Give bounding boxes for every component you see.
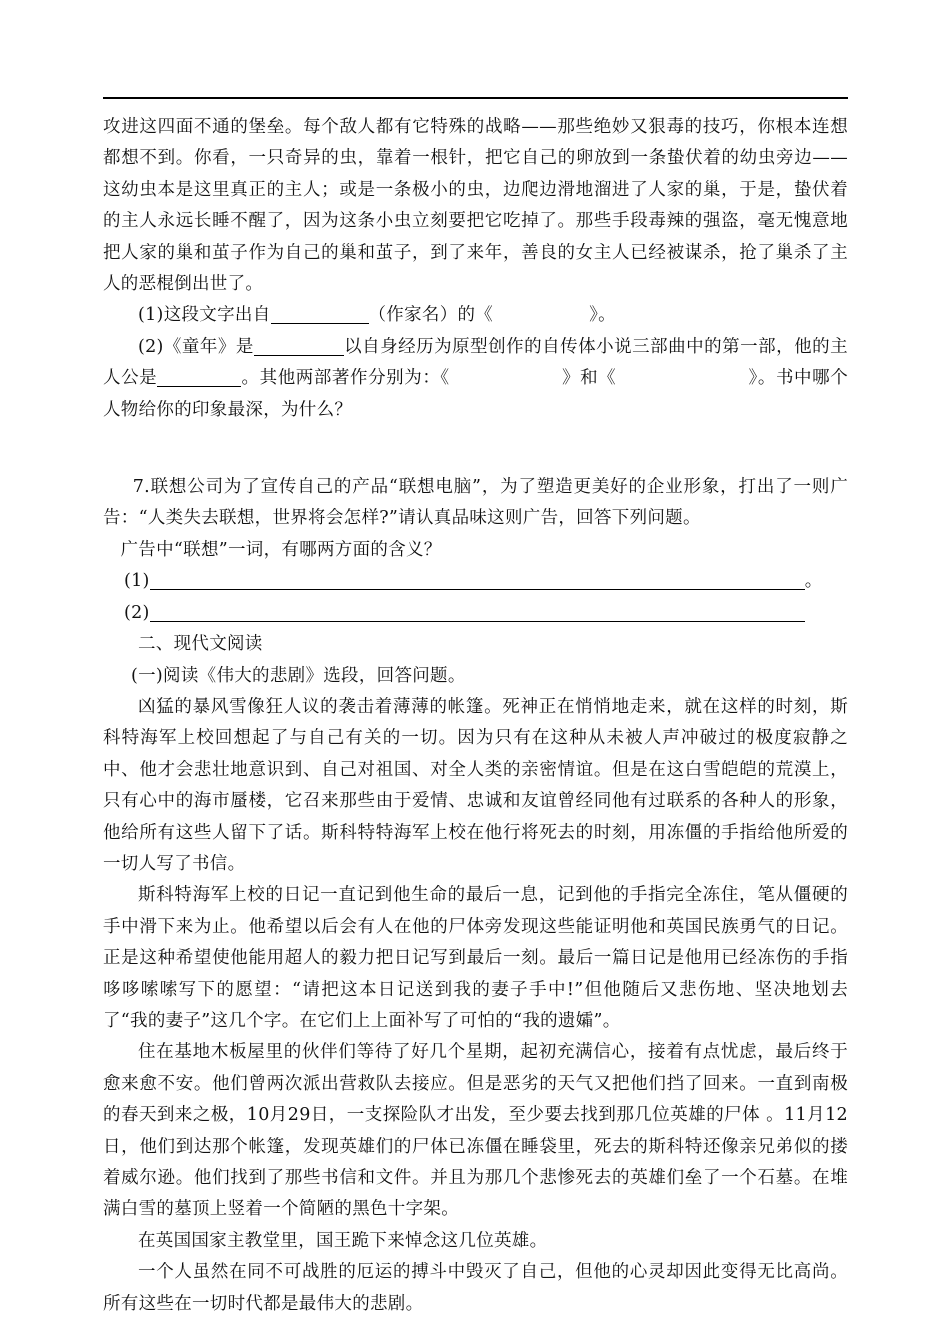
section-subtitle: (一)阅读《伟大的悲剧》选段，回答问题。 <box>131 665 466 686</box>
passage-excerpt: 攻进这四面不通的堡垒。每个敌人都有它特殊的战略——那些绝妙又狠毒的技巧，你根本连想都想不到。你看，一只奇异的虫，靠着一根针，把它自己的卵放到一条蛰伏着的幼虫旁边——这幼虫本是这里真正的主人；或是一条极小的虫，边爬边滑地溜进了人家的巢，于是，蛰伏着的主人永远长睡不醒了，因为这条小虫立刻要把它吃掉了。那些手段毒辣的强盗，毫无愧意地把人家的巢和茧子作为自己的巢和茧子，到了来年，善良的女主人已经被谋杀，抢了巢杀了主人的恶棍倒出世了。 <box>103 117 848 295</box>
section-title: 二、现代文阅读 <box>138 634 263 655</box>
question-2 <box>103 332 848 426</box>
question-7-answer-1 <box>103 566 848 597</box>
answer-2-line[interactable] <box>150 602 805 621</box>
answer-space <box>103 426 848 472</box>
reading-paragraph-2: 斯科特海军上校的日记一直记到他生命的最后一息，记到他的手指完全冻住，笔从僵硬的手中滑下来为止。他希望以后会有人在他的尸体旁发现这些能证明他和英国民族勇气的日记。正是这种希望使他能用超人的毅力把日记写到最后一刻。最后一篇日记是他用已经冻伤的手指哆哆嗦嗦写下的愿望：“请把这本日记送到我的妻子手中!”但他随后又悲伤地、坚决地划去了“我的妻子”这几个字。在它们上上面补写了可怕的“我的遗孀”。 <box>103 885 848 1031</box>
question-7-answer-2 <box>103 598 848 629</box>
reading-paragraph-1: 凶猛的暴风雪像狂人议的袭击着薄薄的帐篷。死神正在悄悄地走来，就在这样的时刻，斯科特海军上校回想起了与自己有关的一切。因为只有在这种从未被人声冲破过的极度寂静之中、他才会悲壮地意识到、自己对祖国、对全人类的亲密情谊。但是在这白雪皑皑的荒漠上，只有心中的海市蜃楼，它召来那些由于爱情、忠诚和友谊曾经同他有过联系的各种人的形象，他给所有这些人留下了话。斯科特特海军上校在他行将死去的时刻，用冻僵的手指给他所爱的一切人写了书信。 <box>103 696 848 874</box>
answer-1-label: (1) <box>124 571 150 592</box>
reading-paragraph-5: 一个人虽然在同不可战胜的厄运的搏斗中毁灭了自己，但他的心灵却因此变得无比高尚。所有这些在一切时代都是最伟大的悲剧。 <box>103 1262 848 1314</box>
answer-2-label: (2) <box>124 602 150 623</box>
protagonist-blank[interactable] <box>157 368 241 387</box>
reading-paragraph-3: 住在基地木板屋里的伙伴们等待了好几个星期，起初充满信心，接着有点忧虑，最后终于愈来愈不安。他们曾两次派出营救队去接应。但是恶劣的天气又把他们挡了回来。一直到南极的春天到来之极，10月29日，一支探险队才出发，至少要去找到那几位英雄的尸体 。11月12日，他们到达那个帐篷，发现英雄们的尸体已冻僵在睡袋里，死去的斯科特还像亲兄弟似的搂着威尔逊。他们找到了那些书信和文件。并且为那几个悲惨死去的英雄们垒了一个石墓。在堆满白雪的墓顶上竖着一个简陋的黑色十字架。 <box>103 1042 848 1220</box>
question-1-text-b: （作家名）的《 <box>368 305 494 326</box>
question-2-text-a: (2)《童年》是 <box>138 336 254 357</box>
question-2-text-b: 以自身经历为原型创作的自传体小说三部曲中的第一部，他的主人公是 <box>103 336 848 389</box>
question-1 <box>103 300 848 331</box>
question-2-text-d: 》和《 <box>561 368 617 389</box>
author-answer-blank[interactable] <box>271 305 369 324</box>
question-1-text-c: 》。 <box>589 305 616 326</box>
answer-1-line[interactable] <box>150 571 805 590</box>
question-2-text-e: 》。书中哪个人物给你的印象最深，为什么？ <box>103 368 848 420</box>
author-blank[interactable] <box>254 336 344 355</box>
header-rule <box>103 97 848 99</box>
reading-paragraph-4: 在英国国家主教堂里，国王跪下来悼念这几位英雄。 <box>138 1230 548 1251</box>
document-body <box>103 112 848 1320</box>
answer-1-end: 。 <box>804 571 823 592</box>
question-7-stem: 7.联想公司为了宣传自己的产品“联想电脑”，为了塑造更美好的企业形象，打出了一则广告：“人类失去联想，世界将会怎样?”请认真品味这则广告，回答下列问题。 <box>103 477 848 529</box>
question-2-text-c: 。其他两部著作分别为：《 <box>241 368 450 389</box>
question-1-text-a: (1)这段文字出自 <box>138 305 271 326</box>
question-7-prompt: 广告中“联想”一词，有哪两方面的含义？ <box>120 539 442 560</box>
